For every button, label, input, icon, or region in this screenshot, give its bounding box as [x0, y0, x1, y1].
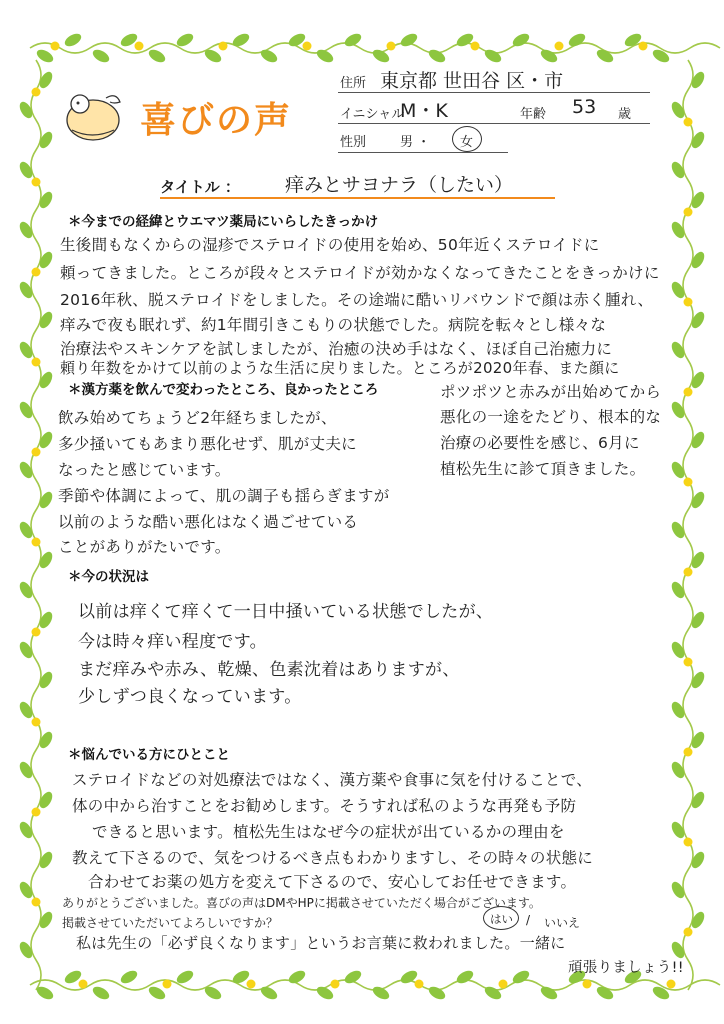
leaf-decoration	[259, 984, 280, 1002]
dot-decoration	[667, 980, 676, 989]
title-value: 痒みとサヨナラ（したい）	[285, 174, 514, 196]
publish-option-slash: /	[526, 913, 531, 927]
dot-decoration	[331, 980, 340, 989]
sex-label: 性別	[340, 135, 367, 150]
history-continuation-3: 治療の必要性を感じ、6月に	[440, 434, 640, 452]
dot-decoration	[415, 980, 424, 989]
leaf-decoration	[343, 31, 364, 49]
dot-decoration	[684, 658, 693, 667]
thanks-notice: ありがとうございました。喜びの声はDMやHPに掲載させていただく場合がございます。	[62, 896, 541, 910]
dot-decoration	[684, 478, 693, 487]
dot-decoration	[32, 358, 41, 367]
leaf-decoration	[63, 31, 84, 49]
history-line-2: 頼ってきました。ところが段々とステロイドが効かなくなってきたことをきっかけに	[60, 264, 660, 282]
dot-decoration	[79, 980, 88, 989]
section-heading-advice: ＊悩んでいる方にひとこと	[68, 747, 230, 763]
changes-line-3: なったと感じています。	[58, 461, 231, 479]
dot-decoration	[32, 178, 41, 187]
dot-decoration	[499, 980, 508, 989]
history-continuation-1: ポツポツと赤みが出始めてから	[440, 383, 662, 401]
dot-decoration	[303, 42, 312, 51]
dot-decoration	[555, 42, 564, 51]
publish-option-no: いいえ	[544, 916, 581, 930]
advice-line-3: できると思います。植松先生はなぜ今の症状が出ているかの理由を	[92, 823, 565, 841]
advice-line-1: ステロイドなどの対処療法ではなく、漢方薬や食事に気を付けることで、	[72, 771, 593, 789]
dot-decoration	[32, 88, 41, 97]
sex-option-female: 女	[460, 135, 474, 150]
dot-decoration	[32, 448, 41, 457]
leaf-decoration	[567, 31, 588, 49]
selection-circle	[452, 126, 482, 152]
leaf-decoration	[427, 984, 448, 1002]
leaf-decoration	[259, 47, 280, 65]
dot-decoration	[135, 42, 144, 51]
dot-decoration	[32, 718, 41, 727]
page-logo-title: 喜びの声	[140, 100, 293, 141]
leaf-decoration	[651, 47, 672, 65]
advice-line-5: 合わせてお薬の処方を変えて下さるので、安心してお任せできます。	[88, 873, 577, 891]
dot-decoration	[639, 42, 648, 51]
section-heading-changes: ＊漢方薬を飲んで変わったところ、良かったところ	[68, 382, 379, 398]
leaf-decoration	[231, 31, 252, 49]
changes-line-5: 以前のような酷い悪化はなく過ごせている	[58, 513, 359, 531]
dot-decoration	[32, 628, 41, 637]
changes-line-2: 多少掻いてもあまり悪化せず、肌が丈夫に	[58, 435, 357, 453]
dot-decoration	[684, 118, 693, 127]
closing-message-line-2: 頑張りましょう!!	[568, 960, 684, 976]
history-line-4: 痒みで夜も眠れず、約1年間引きこもりの状態でした。病院を転々とし様々な	[60, 316, 607, 334]
dot-decoration	[684, 748, 693, 757]
closing-message-line-1: 私は先生の「必ず良くなります」というお言葉に救われました。一緒に	[76, 934, 566, 952]
history-continuation-4: 植松先生に診て頂きました。	[440, 460, 646, 478]
mascot-logo	[58, 84, 128, 144]
age-label: 年齢	[520, 107, 547, 122]
history-line-1: 生後間もなくからの湿疹でステロイドの使用を始め、50年近くステロイドに	[60, 236, 600, 254]
changes-line-6: ことがありがたいです。	[58, 538, 231, 556]
section-heading-current: ＊今の状況は	[68, 569, 149, 585]
publish-question: 掲載させていただいてよろしいですか？	[62, 916, 279, 930]
leaf-decoration	[595, 984, 616, 1002]
address-value: 東京都 世田谷 区・市	[380, 70, 564, 92]
dot-decoration	[219, 42, 228, 51]
history-line-6: 頼り年数をかけて以前のような生活に戻りました。ところが2020年春、また顔に	[60, 359, 620, 377]
dot-decoration	[684, 838, 693, 847]
leaf-decoration	[343, 968, 364, 986]
dot-decoration	[32, 268, 41, 277]
current-line-4: 少しずつ良くなっています。	[78, 687, 302, 707]
selection-circle	[483, 906, 519, 930]
current-line-3: まだ痒みや赤み、乾燥、色素沈着はありますが、	[78, 660, 460, 680]
leaf-decoration	[427, 47, 448, 65]
changes-line-4: 季節や体調によって、肌の調子も揺らぎますが	[58, 487, 390, 505]
leaf-decoration	[483, 47, 504, 65]
sex-option-male: 男 ・	[400, 135, 431, 150]
leaf-decoration	[315, 47, 336, 65]
leaf-decoration	[91, 984, 112, 1002]
leaf-decoration	[595, 47, 616, 65]
leaf-decoration	[119, 968, 140, 986]
publish-option-yes: はい	[490, 912, 513, 926]
current-line-1: 以前は痒くて痒くて一日中掻いている状態でしたが、	[78, 602, 494, 622]
history-continuation-2: 悪化の一途をたどり、根本的な	[440, 408, 662, 426]
advice-line-4: 教えて下さるので、気をつけるべき点もわかりますし、その時々の状態に	[72, 849, 594, 867]
advice-line-2: 体の中から治すことをお勧めします。そうすれば私のような再発も予防	[72, 797, 577, 815]
dot-decoration	[32, 538, 41, 547]
history-line-5: 治療法やスキンケアを試しましたが、治癒の決め手はなく、ほぼ自己治癒力に	[60, 340, 613, 358]
initial-value: M・K	[400, 100, 448, 122]
dot-decoration	[684, 928, 693, 937]
history-line-3: 2016年秋、脱ステロイドをしました。その途端に酷いリバウンドで顔は赤く腫れ、	[60, 291, 654, 309]
leaf-decoration	[91, 47, 112, 65]
title-label: タイトル ：	[160, 178, 240, 196]
dot-decoration	[583, 980, 592, 989]
section-heading-history: ＊今までの経緯とウエマツ薬局にいらしたきっかけ	[68, 214, 379, 230]
current-line-2: 今は時々痒い程度です。	[78, 632, 267, 652]
leaf-decoration	[455, 968, 476, 986]
dot-decoration	[684, 208, 693, 217]
dot-decoration	[247, 980, 256, 989]
dot-decoration	[387, 42, 396, 51]
dot-decoration	[51, 42, 60, 51]
age-value: 53	[572, 96, 597, 118]
dot-decoration	[471, 42, 480, 51]
dot-decoration	[684, 388, 693, 397]
age-unit: 歳	[618, 107, 632, 122]
leaf-decoration	[147, 47, 168, 65]
changes-line-1: 飲み始めてちょうど2年経ちましたが、	[58, 409, 337, 427]
dot-decoration	[684, 568, 693, 577]
address-label: 住所	[340, 76, 367, 91]
initial-label: イニシャル	[340, 107, 405, 122]
dot-decoration	[32, 808, 41, 817]
dot-decoration	[32, 898, 41, 907]
dot-decoration	[684, 298, 693, 307]
dot-decoration	[163, 980, 172, 989]
